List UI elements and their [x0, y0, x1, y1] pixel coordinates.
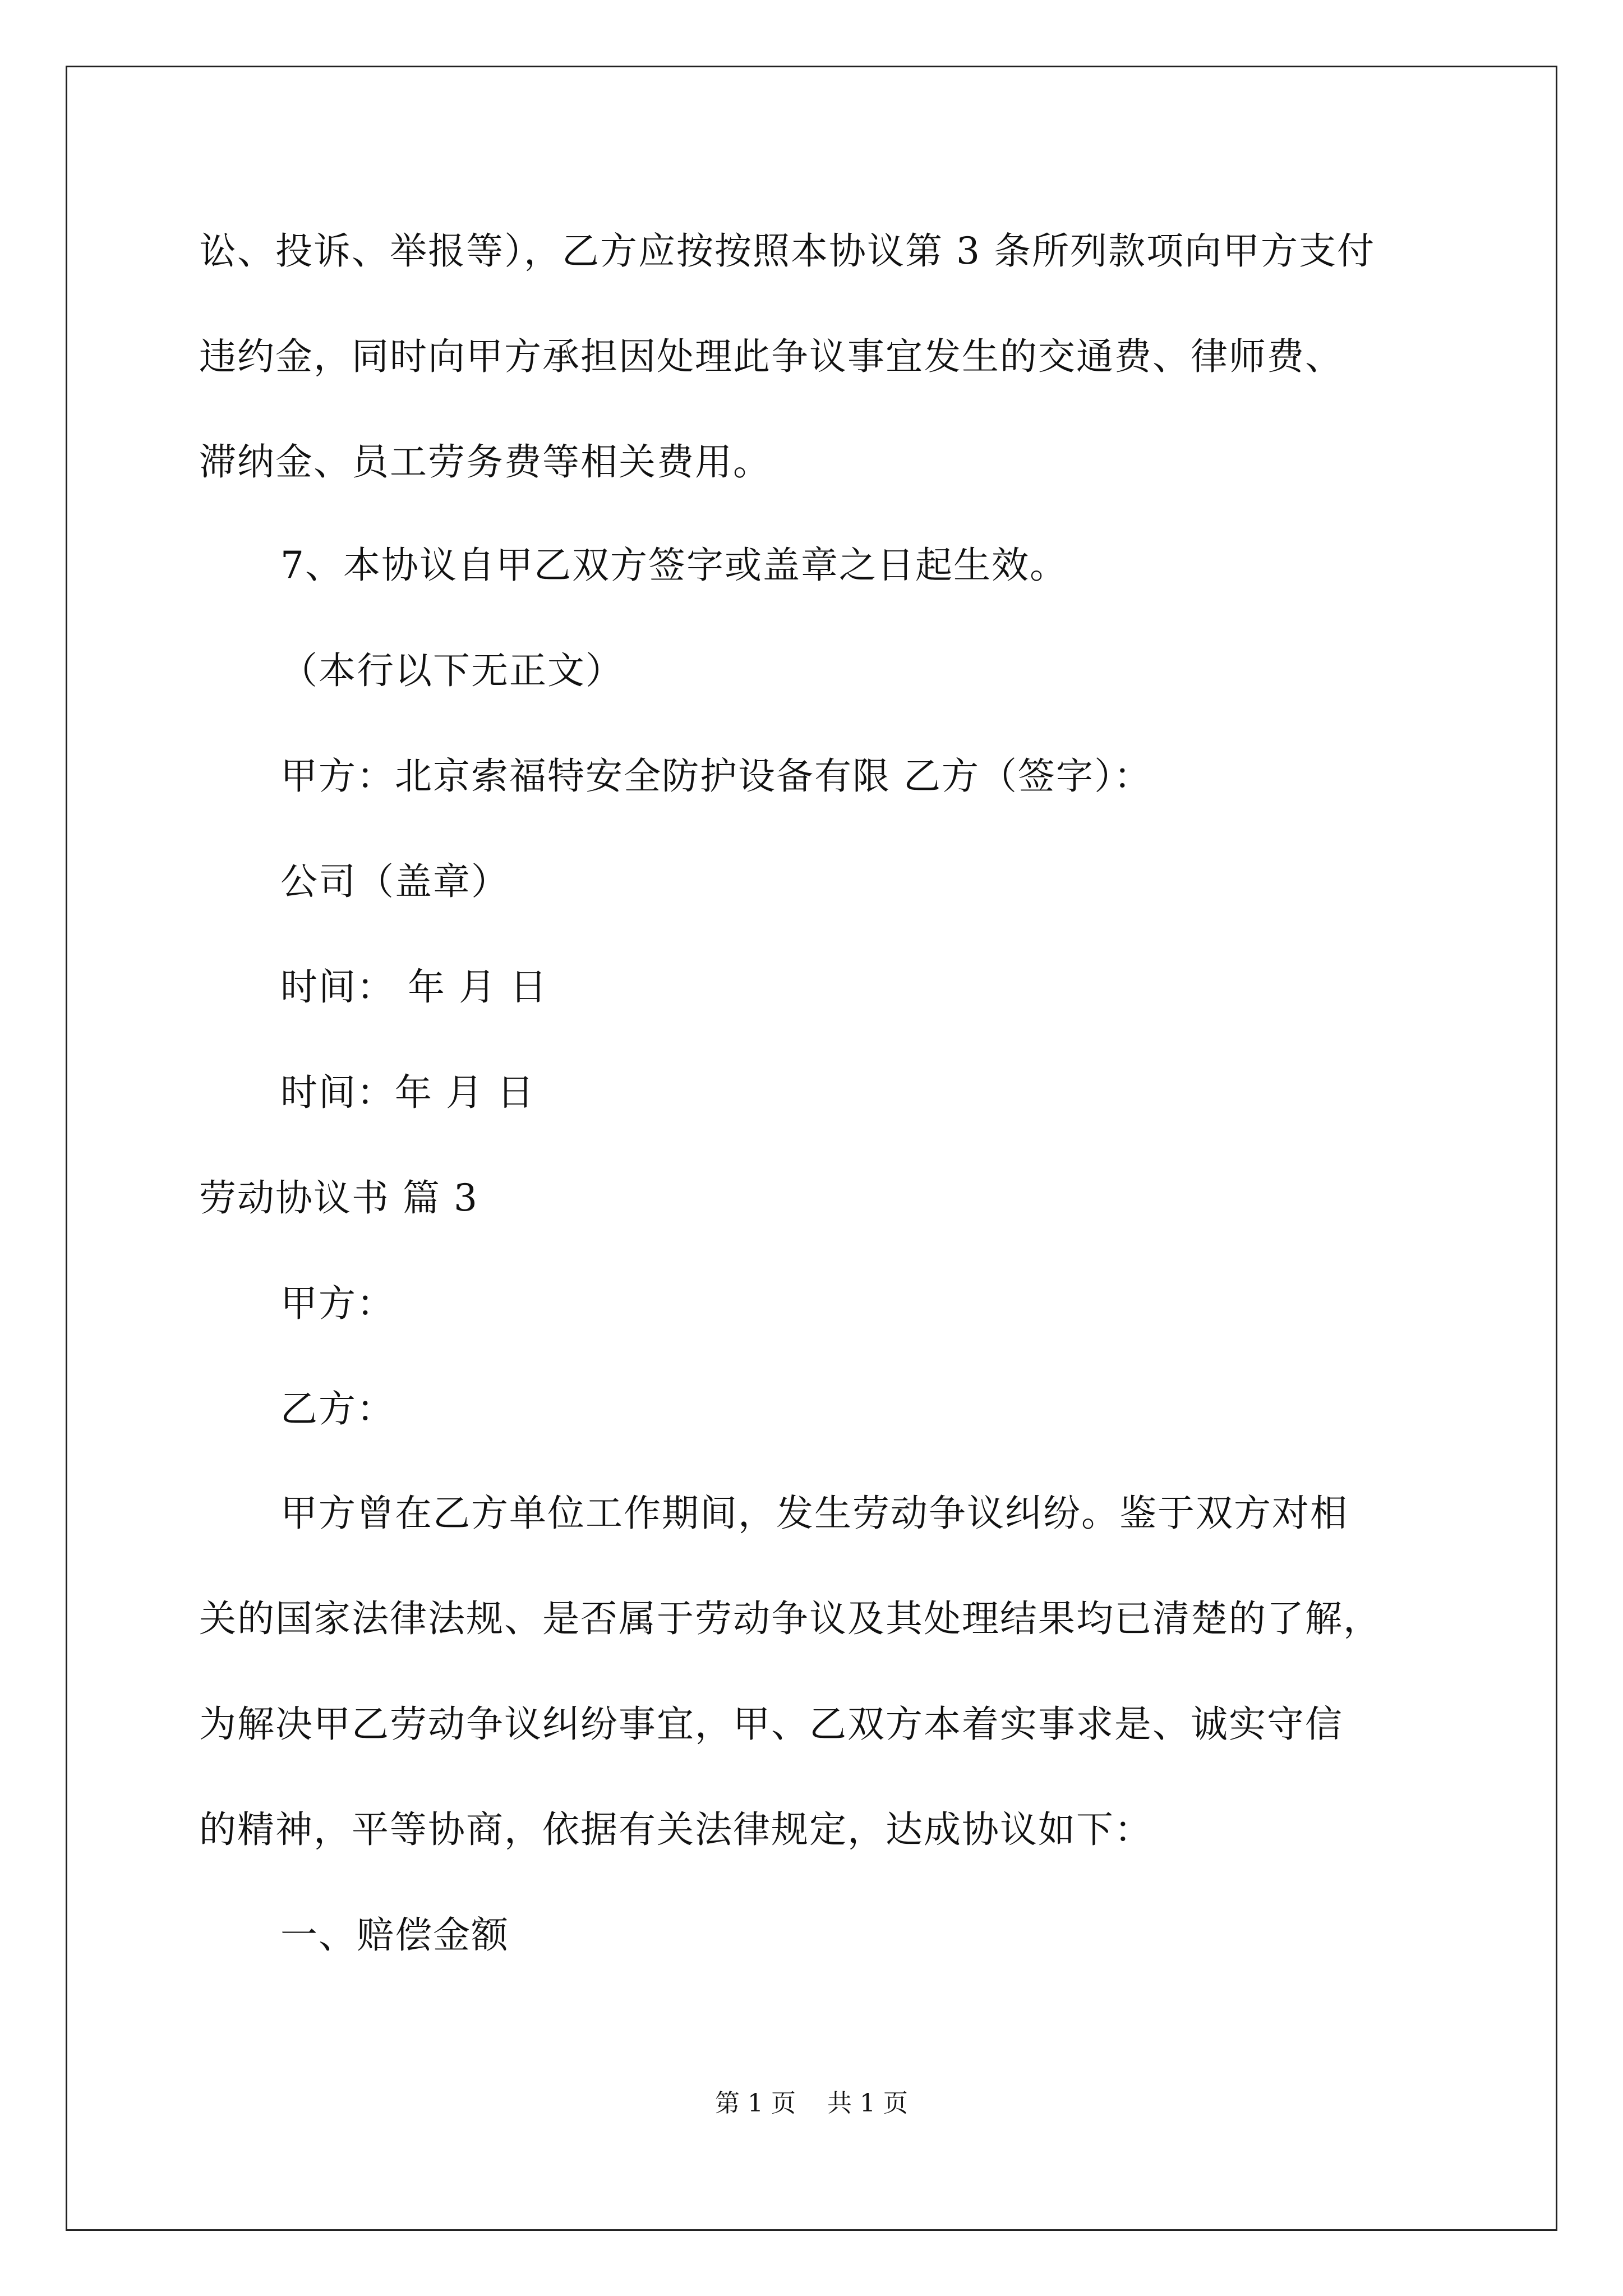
body-text-line: 关的国家法律法规、是否属于劳动争议及其处理结果均已清楚的了解， [199, 1597, 1381, 1640]
body-text-line: 为解决甲乙劳动争议纠纷事宜，甲、乙双方本着实事求是、诚实守信 [199, 1703, 1343, 1746]
page-border [66, 66, 1557, 2231]
clause-heading-compensation: 一、赔偿金额 [280, 1913, 509, 1957]
body-text-line: 违约金，同时向甲方承担因处理此争议事宜发生的交通费、律师费、 [199, 335, 1343, 378]
signature-party-line: 甲方：北京索福特安全防护设备有限 乙方（签字）： [280, 754, 1152, 798]
date-line-party-a: 时间： 年 月 日 [280, 965, 548, 1009]
party-b-label: 乙方： [280, 1387, 395, 1430]
section-heading: 劳动协议书 篇 3 [199, 1176, 478, 1220]
clause-7: 7、本协议自甲乙双方签字或盖章之日起生效。 [280, 544, 1068, 587]
no-text-below-note: （本行以下无正文） [280, 649, 624, 692]
page-footer: 第 1 页 共 1 页 [715, 2089, 908, 2118]
body-text-line: 讼、投诉、举报等），乙方应按按照本协议第 3 条所列款项向甲方支付 [199, 229, 1375, 273]
body-text-line: 的精神，平等协商，依据有关法律规定，达成协议如下： [199, 1808, 1152, 1851]
party-a-label: 甲方： [280, 1282, 395, 1325]
body-text-line: 甲方曾在乙方单位工作期间，发生劳动争议纠纷。鉴于双方对相 [280, 1492, 1348, 1535]
body-text-line: 滞纳金、员工劳务费等相关费用。 [199, 440, 771, 484]
company-seal-line: 公司（盖章） [280, 860, 509, 903]
date-line-party-b: 时间：年 月 日 [280, 1071, 535, 1114]
